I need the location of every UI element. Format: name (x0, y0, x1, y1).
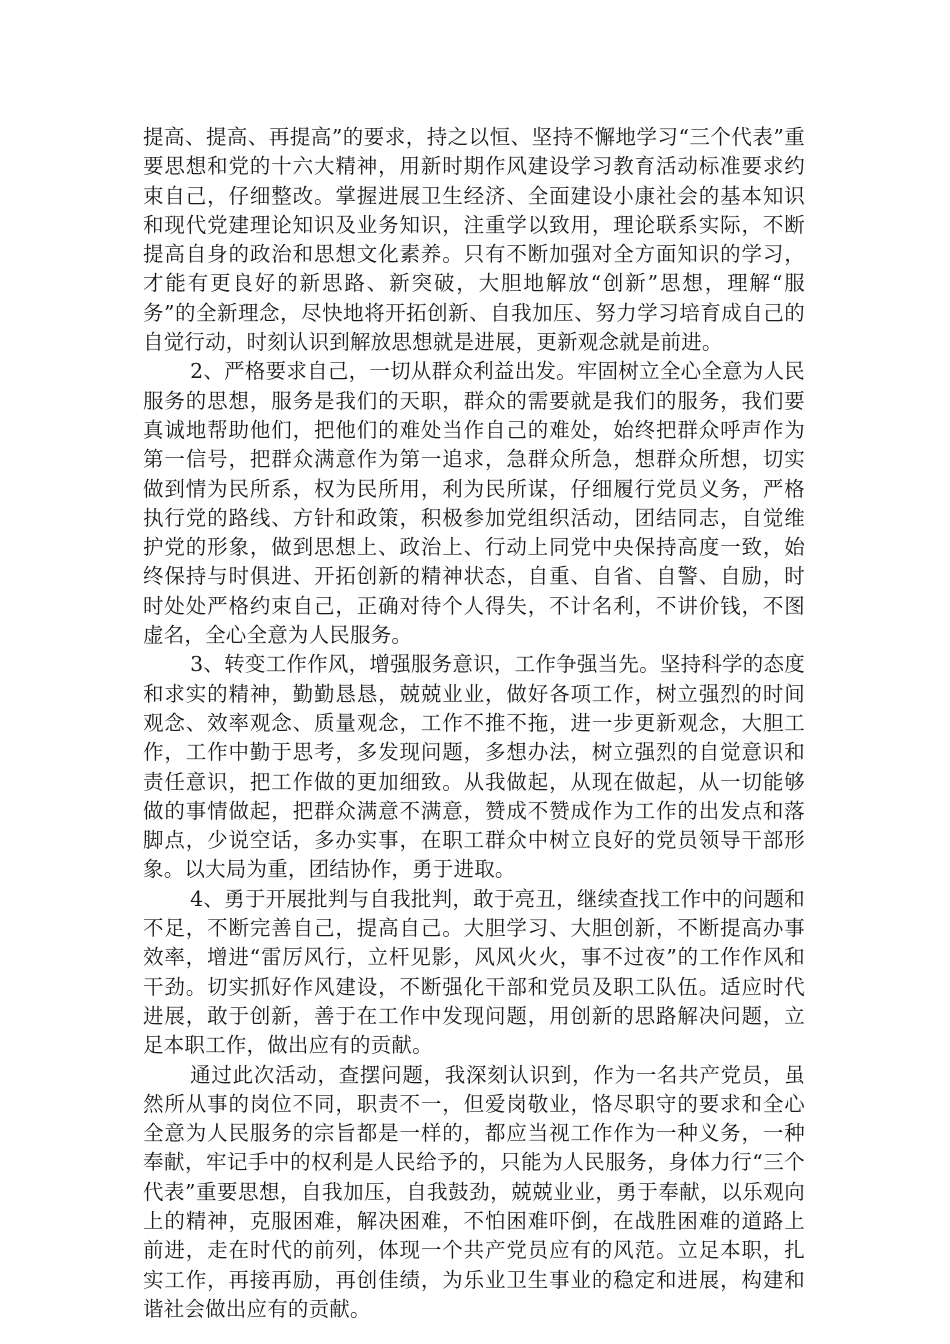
document-body (143, 123, 805, 1324)
paragraph-continuation: 提高、提高、再提高”的要求，持之以恒、坚持不懈地学习“三个代表”重要思想和党的十六大精神，用新时期作风建设学习教育活动标准要求约束自己，仔细整改。掌握进展卫生经济、全面建设小康社会的基本知识和现代党建理论知识及业务知识，注重学以致用，理论联系实际，不断提高自身的政治和思想文化素养。只有不断加强对全方面知识的学习，才能有更良好的新思路、新突破，大胆地解放“创新”思想，理解“服务”的全新理念，尽快地将开拓创新、自我加压、努力学习培育成自己的自觉行动，时刻认识到解放思想就是进展，更新观念就是前进。 (143, 125, 805, 355)
paragraph-item-4: 4、勇于开展批判与自我批判，敢于亮丑，继续查找工作中的问题和不足，不断完善自己，提高自己。大胆学习、大胆创新，不断提高办事效率，增进“雷厉风行，立杆见影，风风火火，事不过夜”的工作作风和干劲。切实抓好作风建设，不断强化干部和党员及职工队伍。适应时代进展，敢于创新，善于在工作中发现问题，用创新的思路解决问题，立足本职工作，做出应有的贡献。 (143, 886, 805, 1058)
paragraph-item-2: 2、严格要求自己，一切从群众利益出发。牢固树立全心全意为人民服务的思想，服务是我们的天职，群众的需要就是我们的服务，我们要真诚地帮助他们，把他们的难处当作自己的难处，始终把群众呼声作为第一信号，把群众满意作为第一追求，急群众所急，想群众所想，切实做到情为民所系，权为民所用，利为民所谋，仔细履行党员义务，严格执行党的路线、方针和政策，积极参加党组织活动，团结同志，自觉维护党的形象，做到思想上、政治上、行动上同党中央保持高度一致，始终保持与时俱进、开拓创新的精神状态，自重、自省、自警、自励，时时处处严格约束自己，正确对待个人得失，不计名利，不讲价钱，不图虚名，全心全意为人民服务。 (143, 359, 805, 648)
paragraph-conclusion: 通过此次活动，查摆问题，我深刻认识到，作为一名共产党员，虽然所从事的岗位不同，职责不一，但爱岗敬业，恪尽职守的要求和全心全意为人民服务的宗旨都是一样的，都应当视工作作为一种义务，一种奉献，牢记手中的权利是人民给予的，只能为人民服务，身体力行“三个代表”重要思想，自我加压，自我鼓劲，兢兢业业，勇于奉献，以乐观向上的精神，克服困难，解决困难，不怕困难吓倒，在战胜困难的道路上前进，走在时代的前列，体现一个共产党员应有的风范。立足本职，扎实工作，再接再励，再创佳绩，为乐业卫生事业的稳定和进展，构建和谐社会做出应有的贡献。 (143, 1062, 805, 1321)
paragraph-item-3: 3、转变工作作风，增强服务意识，工作争强当先。坚持科学的态度和求实的精神，勤勤恳恳，兢兢业业，做好各项工作，树立强烈的时间观念、效率观念、质量观念，工作不推不拖，进一步更新观念，大胆工作，工作中勤于思考，多发现问题，多想办法，树立强烈的自觉意识和责任意识，把工作做的更加细致。从我做起，从现在做起，从一切能够做的事情做起，把群众满意不满意，赞成不赞成作为工作的出发点和落脚点，少说空话，多办实事，在职工群众中树立良好的党员领导干部形象。以大局为重，团结协作，勇于进取。 (143, 652, 805, 882)
